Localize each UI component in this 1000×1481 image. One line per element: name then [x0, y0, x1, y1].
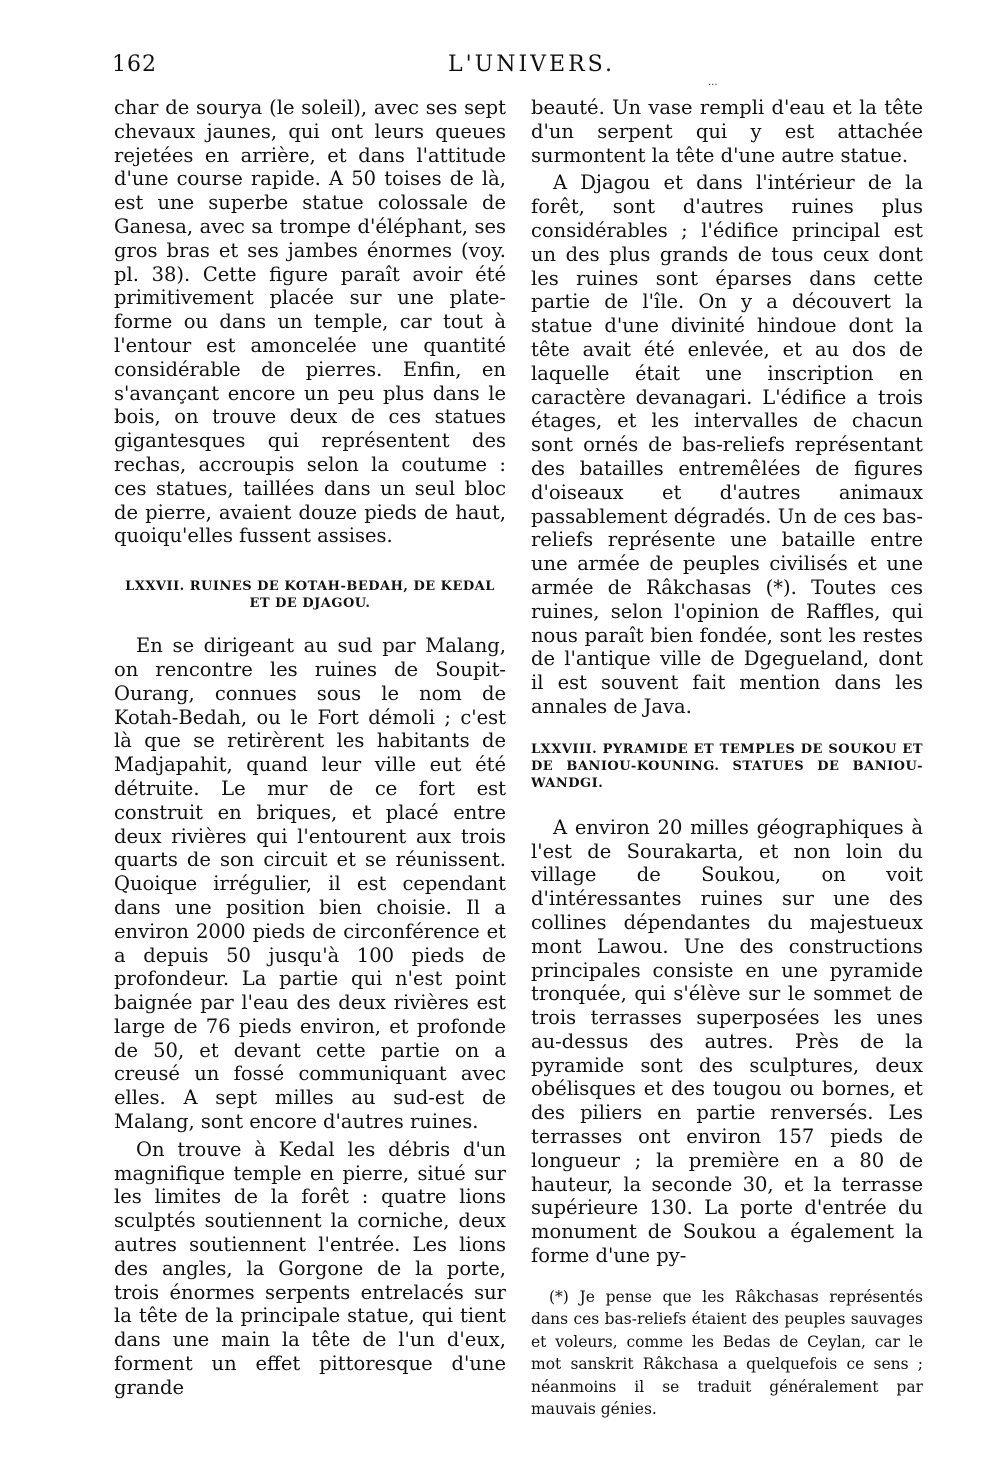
section-heading-lxxviii: LXXVIII. PYRAMIDE ET TEMPLES DE SOUKOU ET DE BANIOU-KOUNING. STATUES DE BANIOU-WANDGI. — [531, 741, 923, 791]
page-number: 162 — [112, 52, 157, 77]
left-paragraph-1: char de sourya (le soleil), avec ses sept chevaux jaunes, qui ont leurs queues rejetées en arrière, et dans l'attitude d'une course rapide. A 50 toises de là, est une superbe statue colossale de Ganesa, avec sa trompe d'éléphant, ses gros bras et ses jambes énormes (voy. pl. 38). Cette figure paraît avoir été primitivement placée sur une plate-forme ou dans un temple, car tout à l'entour est amoncelée une quantité considérable de pierres. Enfin, en s'avançant encore un peu plus dans le bois, on trouve deux de ces statues gigantesques qui représentent des rechas, accroupis selon la coutume : ces statues, taillées dans un seul bloc de pierre, avaient douze pieds de haut, quoiqu'elles fussent assises. — [114, 96, 506, 548]
left-paragraph-3: On trouve à Kedal les débris d'un magnifique temple en pierre, situé sur les limites de la forêt : quatre lions sculptés soutiennent la corniche, deux autres soutiennent l'entrée. Les lions des angles, la Gorgone de la porte, trois énormes serpents entrelacés sur la tête de la principale statue, qui tient dans une main la tête de l'un d'eux, forment un effet pittoresque d'une grande — [114, 1137, 506, 1399]
print-speck: ··· — [708, 80, 718, 91]
right-paragraph-2: A Djagou et dans l'intérieur de la forêt, sont d'autres ruines plus considérables ; l'édifice principal est un des plus grands de tous ceux dont les ruines sont éparses dans cette partie de l'île. On y a découvert la statue d'une divinité hindoue dont la tête avait été enlevée, et au dos de laquelle était une inscription en caractère devanagari. L'édifice a trois étages, et les intervalles de chacun sont ornés de bas-reliefs représentant des batailles entremêlées de figures d'oiseaux et d'autres animaux passablement dégradés. Un de ces bas-reliefs représente une bataille entre une armée de peuples civilisés et une armée de Râkchasas (*). Toutes ces ruines, selon l'opinion de Raffles, qui nous paraît bien fondée, sont les restes de l'antique ville de Dgegueland, dont il est souvent fait mention dans les annales de Java. — [531, 171, 923, 718]
right-paragraph-1: beauté. Un vase rempli d'eau et la tête d'un serpent qui y est attachée surmontent la tête d'une autre statue. — [531, 96, 923, 167]
left-column — [114, 96, 506, 1400]
right-paragraph-3: A environ 20 milles géographiques à l'est de Sourakarta, et non loin du village de Soukou, on voit d'intéressantes ruines sur une des collines dépendantes du majestueux mont Lawou. Une des constructions principales consiste en une pyramide tronquée, qui s'élève sur le sommet de trois terrasses superposées les unes au-dessus des autres. Près de la pyramide sont des sculptures, deux obélisques et des tougou ou bornes, et des piliers en partie renversés. Les terrasses ont environ 157 pieds de longueur ; la première en a 80 de hauteur, la seconde 30, et la terrasse supérieure 130. La porte d'entrée du monument de Soukou a également la forme d'une py- — [531, 815, 923, 1268]
page-header — [112, 52, 932, 82]
left-paragraph-2: En se dirigeant au sud par Malang, on rencontre les ruines de Soupit-Ourang, connues sous le nom de Kotah-Bedah, ou le Fort démoli ; c'est là que se retirèrent les habitants de Madjapahit, quand leur ville eut été détruite. Le mur de ce fort est construit en briques, et placé entre deux rivières qui l'entourent aux trois quarts de son circuit et se réunissent. Quoique irrégulier, il est cependant dans une position bien choisie. Il a environ 2000 pieds de circonférence et a depuis 50 jusqu'à 100 pieds de profondeur. La partie qui n'est point baignée par l'eau des deux rivières est large de 76 pieds environ, et profonde de 50, et devant cette partie on a creusé un fossé communiquant avec elles. A sept milles au sud-est de Malang, sont encore d'autres ruines. — [114, 634, 506, 1134]
right-column — [531, 96, 923, 1421]
footnote: (*) Je pense que les Râkchasas représentés dans ces bas-reliefs étaient des peuples sauvages et voleurs, comme les Bedas de Ceylan, car le mot sanskrit Râkchasa a quelquefois ce sens ; néanmoins il se traduit généralement par mauvais génies. — [531, 1287, 923, 1419]
running-title: L'UNIVERS. — [448, 52, 615, 77]
section-heading-lxxvii: LXXVII. RUINES DE KOTAH-BEDAH, DE KEDAL ET DE DJAGOU. — [125, 579, 495, 612]
